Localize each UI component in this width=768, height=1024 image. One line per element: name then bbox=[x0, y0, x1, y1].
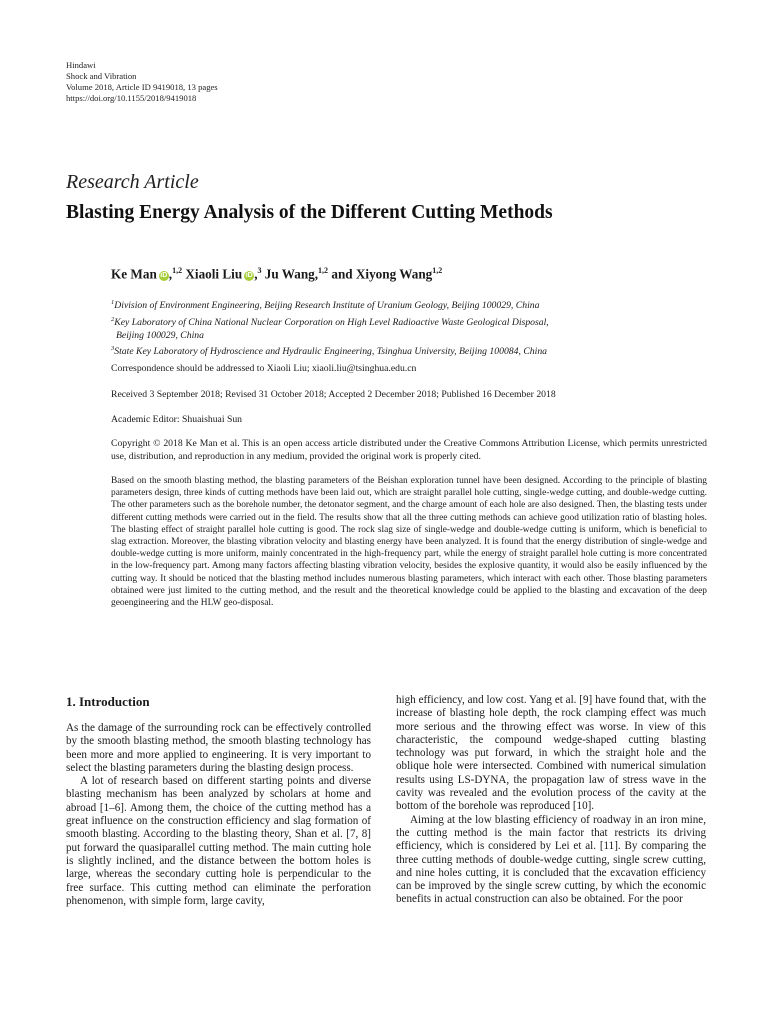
body-paragraph: Aiming at the low blasting efficiency of roadway in an iron mine, the cutting method is the main factor that restricts its driving efficiency, which is considered by Lei et al. [11]. By comparing the three cutting methods of double-wedge cutting, single screw cutting, and nine holes cutting, it is concluded that the excavation efficiency can be improved by the single screw cutting, by which the economic benefits in actual construction can also be obtained. For the poor bbox=[396, 813, 706, 906]
body-column-left bbox=[66, 722, 371, 908]
abstract: Based on the smooth blasting method, the blasting parameters of the Beishan exploration tunnel have been designed. According to the principle of blasting parameters design, three kinds of cutting methods have been laid out, which are straight parallel hole cutting, single-wedge cutting, and double-wedge cutting. The other parameters such as the borehole number, the detonator segment, and the charge amount of each hole are also designed. Then, the blasting tests under different cutting methods were carried out in the field. The results show that all the three cutting methods can achieve good utilization ratio of blasting holes. The blasting effect of straight parallel hole cutting is good. The rock slag size of single-wedge and double-wedge cutting is uniform, which is beneficial to slag extraction. Moreover, the blasting vibration velocity and blasting energy have been analyzed. It is found that the energy distribution of single-wedge and double-wedge cutting is more uniform, mainly concentrated in the high-frequency part, while the energy of straight parallel hole cutting is more concentrated in the low-frequency part. Among many factors affecting blasting vibration velocity, besides the explosive quantity, it would also be easily influenced by the cutting way. It should be noticed that the blasting method includes numerous blasting parameters, which interact with each other. Those blasting parameters obtained were just limited to the cutting method, and the result and the theoretical knowledge could be applied to the blasting and excavation of the deep geoengineering and the HLW geo-disposal. bbox=[111, 476, 707, 609]
body-paragraph: high efficiency, and low cost. Yang et al. [9] have found that, with the increase of blasting hole depth, the rock clamping effect was much more serious and the throwing effect was worse. In view of this characteristic, the compound wedge-shaped cutting blasting technology was put forward, in which the straight hole and the oblique hole were intersected. Combined with numerical simulation results using LS-DYNA, the propagation law of stress wave in the cavity was revealed and the evolution process of the cavity at the bottom of the borehole was reproduced [10]. bbox=[396, 694, 706, 813]
body-paragraph: A lot of research based on different starting points and diverse blasting mechanism has been analyzed by scholars at home and abroad [1–6]. Among them, the choice of the cutting method has a great influence on the construction efficiency and slag formation of smooth blasting. According to the blasting theory, Shan et al. [7, 8] put forward the quasiparallel cutting method. The main cutting hole is slightly inclined, and the distance between the bottom holes is large, whereas the secondary cutting hole is perpendicular to the free surface. This cutting method can eliminate the perforation phenomenon, with simple form, large cavity, bbox=[66, 775, 371, 907]
author-name: Xiaoli Liu bbox=[185, 266, 243, 282]
journal-header bbox=[66, 60, 218, 104]
journal-name: Shock and Vibration bbox=[66, 71, 137, 81]
affiliation-item: $^1$Division of Environment Engineering, Beijing Research Institute of Uranium Geology, Beijing 100029, China bbox=[111, 299, 540, 312]
volume-info: Volume 2018, Article ID 9419018, 13 pages bbox=[66, 82, 218, 92]
academic-editor: Academic Editor: Shuaishuai Sun bbox=[111, 414, 243, 425]
body-column-right bbox=[396, 694, 706, 907]
publisher-name: Hindawi bbox=[66, 60, 96, 70]
correspondence: Correspondence should be addressed to Xiaoli Liu; xiaoli.liu@tsinghua.edu.cn bbox=[111, 363, 417, 374]
affiliation-item: $^2$Key Laboratory of China National Nuclear Corporation on High Level Radioactive Waste Geological Disposal, bbox=[111, 315, 549, 328]
author-affiliation-sup: 3 bbox=[257, 266, 262, 275]
author-affiliation-sup: 1,2 bbox=[172, 266, 183, 275]
orcid-icon[interactable]: iD bbox=[245, 272, 253, 280]
section-heading: 1. Introduction bbox=[66, 694, 150, 709]
doi-link[interactable]: https://doi.org/10.1155/2018/9419018 bbox=[66, 93, 197, 103]
article-type: Research Article bbox=[66, 171, 199, 193]
author-name: and Xiyong Wang bbox=[331, 266, 433, 282]
affiliation-continuation: Beijing 100029, China bbox=[116, 330, 204, 342]
author-name: Ke Man bbox=[111, 266, 157, 282]
author-name: Ju Wang, bbox=[264, 266, 319, 282]
affiliation-item: $^3$State Key Laboratory of Hydroscience and Hydraulic Engineering, Tsinghua University, Beijing 100084, China bbox=[111, 345, 548, 358]
author-affiliation-sup: 1,2 bbox=[432, 266, 443, 275]
affiliations bbox=[111, 296, 671, 359]
body-paragraph: As the damage of the surrounding rock can be effectively controlled by the smooth blasting method, the smooth blasting technology has been more and more applied to engineering. It is very important to select the blasting parameters during the blasting design process. bbox=[66, 722, 371, 774]
publication-dates: Received 3 September 2018; Revised 31 October 2018; Accepted 2 December 2018; Published 16 December 2018 bbox=[111, 389, 556, 400]
author-list: Ke Man iD ,$^{1,2}$ Xiaoli Liu iD ,$^3$ Ju Wang,$^{1,2}$ and Xiyong Wang$^{1,2}$ bbox=[111, 266, 443, 282]
orcid-icon[interactable]: iD bbox=[160, 272, 168, 280]
copyright-notice: Copyright © 2018 Ke Man et al. This is an open access article distributed under the Creative Commons Attribution License, which permits unrestricted use, distribution, and reproduction in any medium, provided the original work is properly cited. bbox=[111, 438, 707, 462]
author-affiliation-sup: 1,2 bbox=[318, 266, 329, 275]
paper-title: Blasting Energy Analysis of the Different Cutting Methods bbox=[66, 202, 553, 223]
